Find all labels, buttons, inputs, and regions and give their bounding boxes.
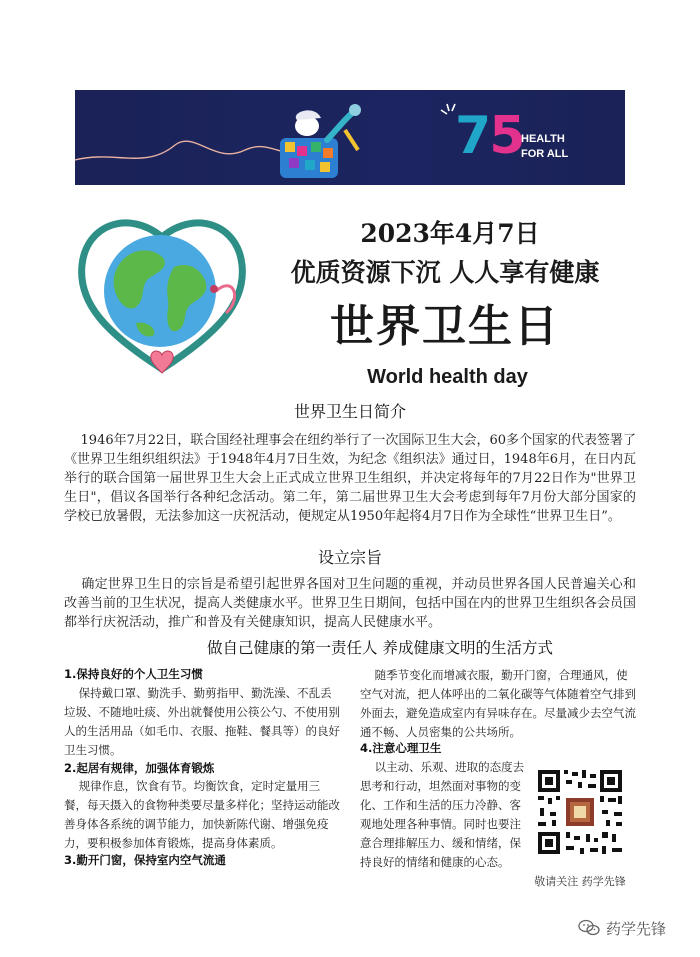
seventy-five-logo: 75 [455,106,524,166]
qr-caption: 敬请关注 药学先锋 [534,875,626,888]
tip3-title: 3.勤开门窗，保持室内空气流通 [64,853,226,867]
date-heading: 2023年4月7日 [360,219,540,248]
theme-slogan: 优质资源下沉 人人享有健康 [290,258,600,287]
globe-heart-illustration [76,203,248,383]
page-title: 世界卫生日 [330,301,560,352]
watermark-text: 药学先锋 [606,919,667,938]
tip2-title: 2.起居有规律，加强体育锻炼 [64,761,215,775]
qr-code[interactable] [536,768,624,856]
tip4-title: 4.注意心理卫生 [360,741,442,755]
tip3-body: 随季节变化而增减衣服，勤开门窗，合理通风，使空气对流，把人体呼出的二氧化碳等气体随着空气排到外面去，避免造成室内有异味存在。尽量减少去空气流通不畅、人员密集的公共场所。 [360,668,636,739]
wechat-icon [578,919,600,937]
header-banner [75,90,625,185]
tip1-body: 保持戴口罩、勤洗手、勤剪指甲、勤洗澡、不乱丢垃圾、不随地吐痰、外出就餐使用公筷公勺、不使用别人的生活用品（如毛巾、衣服、拖鞋、餐具等）的良好卫生习惯。 [64,686,340,757]
page-title-english: World health day [367,366,528,388]
purpose-heading: 设立宗旨 [317,548,382,567]
tips-heading: 做自己健康的第一责任人 养成健康文明的生活方式 [207,639,553,657]
intro-paragraph: 1946年7月22日，联合国经社理事会在纽约举行了一次国际卫生大会，60多个国家的代表签署了《世界卫生组织组织法》于1948年4月7日生效，为纪念《组织法》通过日，1948年6月，在日内瓦举行的联合国第一届世界卫生大会上正式成立世界卫生组织，并决定将每年的7月22日作为"世界卫生日"，倡议各国举行各种纪念活动。第二年，第二届世界卫生大会考虑到每年7月份大部分国家的学校已放暑假，无法参加这一庆祝活动，便规定从1950年起将4月7日作为全球性“世界卫生日”。 [64,433,636,524]
health-for-all-text [521,132,568,162]
sparkle-icon [441,104,455,114]
qr-code-icon [536,768,624,856]
globe-icon [76,203,248,383]
account-watermark [578,916,666,940]
intro-heading: 世界卫生日简介 [293,402,406,421]
tip2-body: 规律作息，饮食有节。均衡饮食，定时定量用三餐，每天摄入的食物种类要尽量多样化；坚持运动能改善身体各系统的调节能力，加快新陈代谢、增强免疫力，要积极参加体育锻炼，提高身体素质。 [64,779,340,850]
purpose-paragraph: 确定世界卫生日的宗旨是希望引起世界各国对卫生问题的重视，并动员世界各国人民普遍关心和改善当前的卫生状况，提高人类健康水平。世界卫生日期间，包括中国在内的世界卫生组织各会员国都举行庆祝活动，推广和普及有关健康知识，提高人民健康水平。 [64,577,637,630]
tip4-body: 以主动、乐观、进取的态度去思考和行动，坦然面对事物的变化、工作和生活的压力冷静、客观地处理各种事情。同时也要注意合理排解压力、缓和情绪，保持良好的情绪和健康的心态。 [360,760,525,869]
tip1-title: 1.保持良好的个人卫生习惯 [64,667,203,681]
banner-line1: HEALTH [521,133,565,145]
banner-line2: FOR ALL [521,148,569,160]
figure-icon [280,104,361,178]
